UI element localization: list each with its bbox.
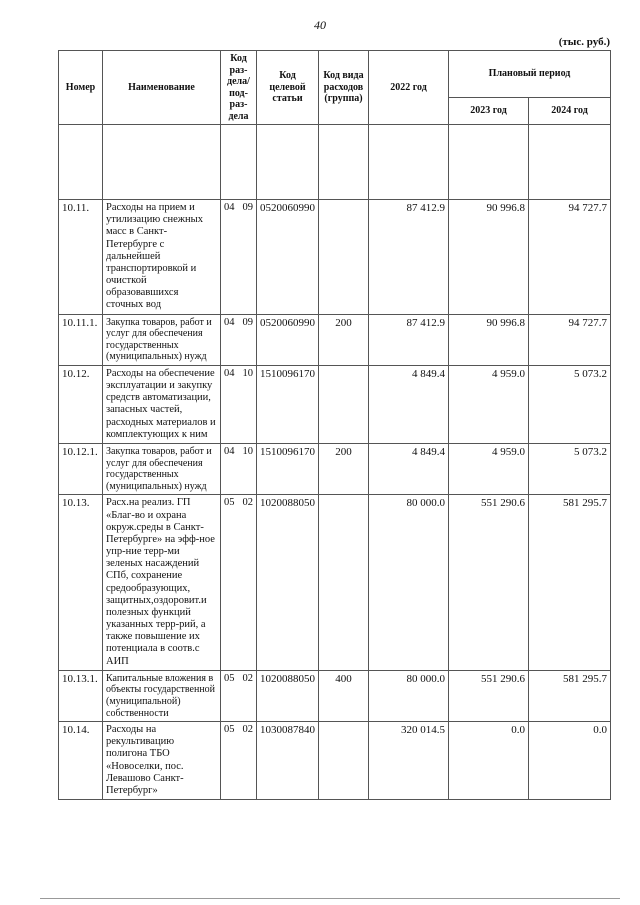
- table-row: [59, 365, 611, 443]
- row-number: 10.11.1.: [59, 314, 103, 365]
- header-target-code: Код целевой статьи: [257, 51, 319, 125]
- subsection-code: 02: [242, 497, 253, 509]
- section-code: 04: [224, 316, 235, 328]
- row-expense-type: [319, 722, 369, 800]
- row-expense-type: 400: [319, 670, 369, 721]
- row-2024: 94 727.7: [529, 314, 611, 365]
- table-subrow: [59, 670, 611, 721]
- row-expense-type: 200: [319, 314, 369, 365]
- header-2024: 2024 год: [529, 98, 611, 125]
- row-2023: 90 996.8: [449, 314, 529, 365]
- section-code: 05: [224, 724, 235, 736]
- subsection-code: 02: [242, 672, 253, 684]
- row-2023: 551 290.6: [449, 670, 529, 721]
- bottom-rule: [40, 898, 620, 899]
- row-number: 10.11.: [59, 200, 103, 315]
- section-code: 04: [224, 445, 235, 457]
- row-2024: 581 295.7: [529, 670, 611, 721]
- budget-table: [58, 50, 611, 800]
- row-section-code: [221, 443, 257, 494]
- header-expense-type: Код вида расходов (группа): [319, 51, 369, 125]
- row-2023: 90 996.8: [449, 200, 529, 315]
- row-target-code: 0520060990: [257, 314, 319, 365]
- header-plan-period: Плановый период: [449, 51, 611, 98]
- row-expense-type: [319, 200, 369, 315]
- row-2024: 94 727.7: [529, 200, 611, 315]
- row-target-code: 1510096170: [257, 365, 319, 443]
- subsection-code: 02: [242, 724, 253, 736]
- row-name: Расходы на обеспечение эксплуатации и закупку средств автоматизации, запасных частей, расходных материалов и комплектующих к ним: [103, 365, 221, 443]
- table-row: [59, 495, 611, 670]
- row-target-code: 1020088050: [257, 670, 319, 721]
- row-2024: 581 295.7: [529, 495, 611, 670]
- row-2022: 4 849.4: [369, 443, 449, 494]
- table-row: [59, 722, 611, 800]
- row-number: 10.14.: [59, 722, 103, 800]
- row-number: 10.13.1.: [59, 670, 103, 721]
- units-label: (тыс. руб.): [558, 36, 610, 48]
- row-target-code: 0520060990: [257, 200, 319, 315]
- row-2022: 80 000.0: [369, 495, 449, 670]
- table-subrow: [59, 314, 611, 365]
- row-target-code: 1030087840: [257, 722, 319, 800]
- row-name: Закупка товаров, работ и услуг для обеспечения государственных (муниципальных) нужд: [103, 443, 221, 494]
- header-number: Номер: [59, 51, 103, 125]
- row-number: 10.13.: [59, 495, 103, 670]
- row-2022: 80 000.0: [369, 670, 449, 721]
- header-2022: 2022 год: [369, 51, 449, 125]
- table-subrow: [59, 443, 611, 494]
- row-2023: 0.0: [449, 722, 529, 800]
- row-2023: 4 959.0: [449, 365, 529, 443]
- row-name: Расходы на прием и утилизацию снежных масс в Санкт-Петербурге с дальнейшей транспортировкой и очисткой образовавшихся сточных вод: [103, 200, 221, 315]
- row-2024: 0.0: [529, 722, 611, 800]
- page-number: 40: [314, 18, 326, 32]
- row-section-code: [221, 314, 257, 365]
- row-section-code: [221, 495, 257, 670]
- row-name: Капитальные вложения в объекты государственной (муниципальной) собственности: [103, 670, 221, 721]
- row-2023: 551 290.6: [449, 495, 529, 670]
- row-name: Расходы на рекультивацию полигона ТБО «Новоселки, пос. Левашово Санкт-Петербург»: [103, 722, 221, 800]
- row-2022: 87 412.9: [369, 200, 449, 315]
- row-expense-type: 200: [319, 443, 369, 494]
- subsection-code: 09: [242, 316, 253, 328]
- row-section-code: [221, 200, 257, 315]
- header-2023: 2023 год: [449, 98, 529, 125]
- row-name: Закупка товаров, работ и услуг для обеспечения государственных (муниципальных) нужд: [103, 314, 221, 365]
- subsection-code: 09: [242, 202, 253, 213]
- row-2023: 4 959.0: [449, 443, 529, 494]
- table-row: [59, 200, 611, 315]
- row-target-code: 1020088050: [257, 495, 319, 670]
- subsection-code: 10: [242, 367, 253, 379]
- header-section-code: Код раз-дела/ под-раз-дела: [221, 51, 257, 125]
- row-number: 10.12.: [59, 365, 103, 443]
- section-code: 04: [224, 202, 235, 213]
- row-2022: 4 849.4: [369, 365, 449, 443]
- row-2022: 320 014.5: [369, 722, 449, 800]
- header-name: Наименование: [103, 51, 221, 125]
- row-expense-type: [319, 365, 369, 443]
- row-number: 10.12.1.: [59, 443, 103, 494]
- row-expense-type: [319, 495, 369, 670]
- subsection-code: 10: [242, 445, 253, 457]
- row-target-code: 1510096170: [257, 443, 319, 494]
- row-2022: 87 412.9: [369, 314, 449, 365]
- header-spacer-row: [59, 125, 611, 200]
- section-code: 05: [224, 672, 235, 684]
- row-name: Расх.на реализ. ГП «Благ-во и охрана окруж.среды в Санкт-Петербурге» на эфф-ное упр-ние терр-ми зеленых насаждений СПб, сохранение средообразующих, защитных,оздоровит.и полезных функций указанных терр-рий, а также повышение их потенциала в соотв.с АИП: [103, 495, 221, 670]
- row-section-code: [221, 365, 257, 443]
- section-code: 05: [224, 497, 235, 509]
- row-2024: 5 073.2: [529, 443, 611, 494]
- section-code: 04: [224, 367, 235, 379]
- row-2024: 5 073.2: [529, 365, 611, 443]
- row-section-code: [221, 722, 257, 800]
- row-section-code: [221, 670, 257, 721]
